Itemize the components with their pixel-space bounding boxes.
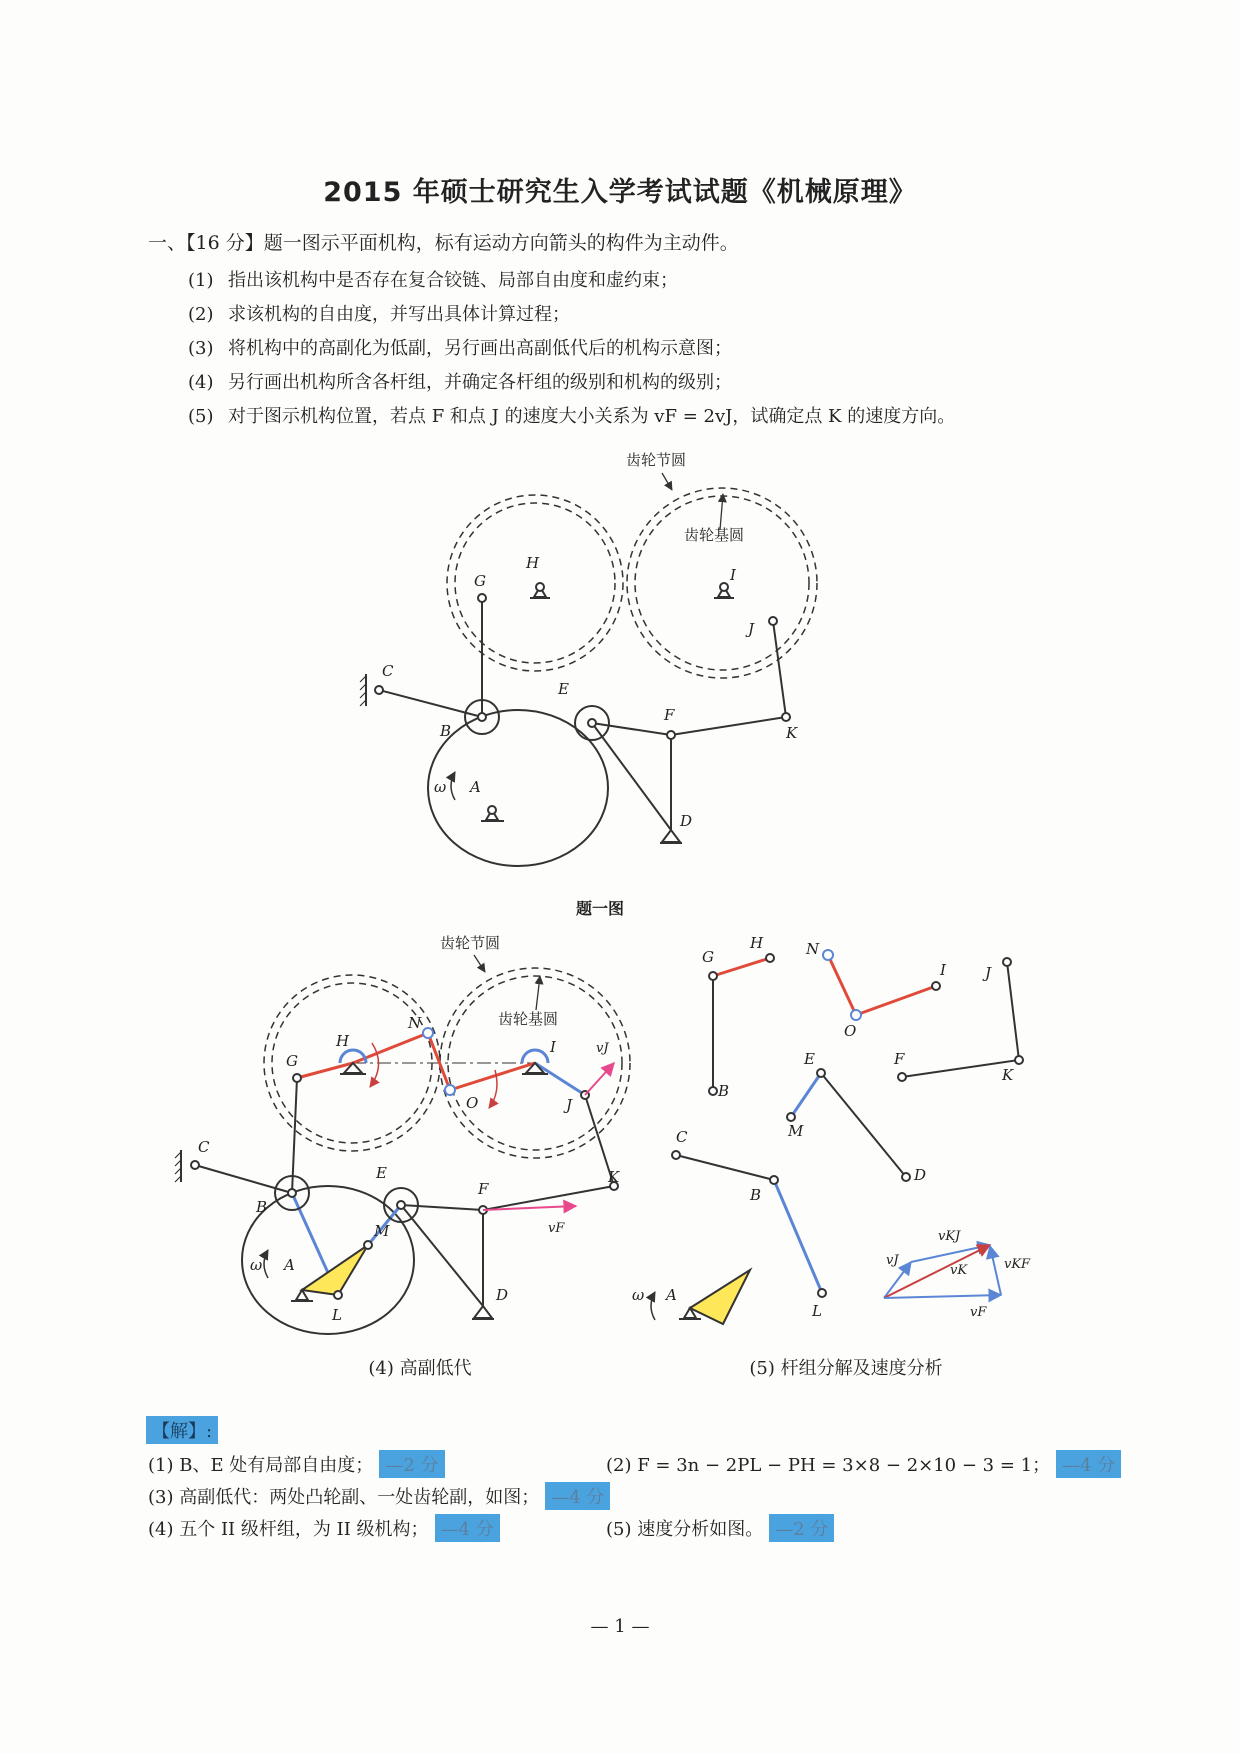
svg-text:K: K: [786, 724, 798, 742]
figure-1: [360, 473, 817, 866]
question-heading: 一、【16 分】题一图示平面机构，标有运动方向箭头的构件为主动件。: [148, 232, 739, 254]
page-number: — 1 —: [590, 1616, 650, 1637]
solution-1: (1) B、E 处有局部自由度； —2 分: [148, 1450, 445, 1478]
figure-3-caption: (5) 杆组分解及速度分析: [749, 1358, 943, 1379]
svg-text:M: M: [788, 1122, 804, 1140]
svg-text:G: G: [286, 1052, 298, 1070]
figure-2-labels: [198, 934, 620, 1379]
svg-text:I: I: [940, 961, 946, 979]
label-pitch: 齿轮节圆: [626, 451, 687, 469]
svg-text:A: A: [666, 1286, 677, 1304]
question-item: (5) 对于图示机构位置，若点 F 和点 J 的速度大小关系为 vF = 2vJ，试确定点 K 的速度方向。: [188, 406, 956, 427]
figure-1-labels: [382, 451, 798, 918]
svg-text:D: D: [496, 1286, 509, 1304]
svg-text:vKJ: vKJ: [938, 1229, 961, 1244]
score-badge: —4 分: [545, 1482, 610, 1510]
question-item: (4) 另行画出机构所含各杆组，并确定各杆组的级别和机构的级别；: [188, 372, 732, 393]
figure-3: [651, 950, 1023, 1324]
figure-1-caption: 题一图: [575, 899, 625, 918]
svg-text:D: D: [680, 812, 693, 830]
svg-text:E: E: [558, 680, 569, 698]
svg-text:B: B: [440, 722, 452, 740]
svg-text:A: A: [284, 1256, 295, 1274]
svg-text:vKF: vKF: [1004, 1257, 1031, 1272]
svg-text:ω: ω: [434, 778, 447, 796]
svg-text:vJ: vJ: [886, 1253, 899, 1268]
svg-text:ω: ω: [250, 1256, 263, 1274]
figure-2-caption: (4) 高副低代: [368, 1358, 472, 1379]
solution-4: (4) 五个 II 级杆组，为 II 级机构； —4 分: [148, 1514, 500, 1542]
svg-text:B: B: [256, 1198, 268, 1216]
question-item: (3) 将机构中的高副化为低副，另行画出高副低代后的机构示意图；: [188, 338, 732, 359]
svg-text:J: J: [748, 620, 755, 638]
score-badge: —2 分: [769, 1514, 834, 1542]
svg-text:J: J: [566, 1096, 573, 1114]
solution-3: (3) 高副低代：两处凸轮副、一处齿轮副，如图； —4 分: [148, 1482, 610, 1510]
score-badge: —4 分: [1056, 1450, 1121, 1478]
svg-text:O: O: [466, 1094, 479, 1112]
svg-text:F: F: [894, 1050, 905, 1068]
svg-text:D: D: [914, 1166, 927, 1184]
svg-text:F: F: [478, 1180, 489, 1198]
svg-text:F: F: [664, 706, 675, 724]
svg-text:M: M: [374, 1222, 390, 1240]
svg-text:vF: vF: [548, 1221, 565, 1236]
svg-text:E: E: [376, 1164, 387, 1182]
solution-5: (5) 速度分析如图。 —2 分: [606, 1514, 834, 1542]
svg-text:vF: vF: [970, 1305, 987, 1320]
svg-text:E: E: [804, 1050, 815, 1068]
label-base: 齿轮基圆: [498, 1010, 559, 1028]
svg-text:N: N: [806, 940, 820, 958]
score-badge: —4 分: [435, 1514, 500, 1542]
label-base: 齿轮基圆: [684, 526, 745, 544]
svg-text:K: K: [1002, 1066, 1014, 1084]
svg-text:L: L: [812, 1302, 822, 1320]
label-pitch: 齿轮节圆: [440, 934, 501, 952]
figure-2: [175, 955, 630, 1334]
score-badge: —2 分: [379, 1450, 444, 1478]
question-item: (1) 指出该机构中是否存在复合铰链、局部自由度和虚约束；: [188, 270, 678, 291]
svg-text:G: G: [702, 948, 714, 966]
svg-text:L: L: [332, 1306, 342, 1324]
svg-text:K: K: [608, 1168, 620, 1186]
solution-label: 【解】:: [146, 1416, 218, 1444]
svg-text:C: C: [676, 1128, 688, 1146]
svg-text:I: I: [550, 1038, 556, 1056]
svg-text:H: H: [750, 934, 764, 952]
svg-text:I: I: [730, 566, 736, 584]
question-item: (2) 求该机构的自由度，并写出具体计算过程；: [188, 304, 570, 325]
svg-text:H: H: [526, 554, 540, 572]
svg-text:H: H: [336, 1032, 350, 1050]
solution-2: (2) F = 3n − 2PL − PH = 3×8 − 2×10 − 3 = 1； —4 分: [606, 1450, 1121, 1478]
svg-text:A: A: [470, 778, 481, 796]
svg-text:N: N: [408, 1014, 422, 1032]
page-title: 2015 年硕士研究生入学考试试题《机械原理》: [323, 177, 917, 208]
svg-text:vJ: vJ: [596, 1041, 609, 1056]
svg-text:O: O: [844, 1022, 857, 1040]
svg-text:G: G: [474, 572, 486, 590]
svg-text:vK: vK: [950, 1263, 968, 1278]
svg-text:C: C: [382, 662, 394, 680]
svg-text:C: C: [198, 1138, 210, 1156]
svg-text:B: B: [750, 1186, 762, 1204]
svg-text:J: J: [985, 964, 992, 982]
svg-text:ω: ω: [632, 1286, 645, 1304]
svg-text:B: B: [718, 1082, 730, 1100]
